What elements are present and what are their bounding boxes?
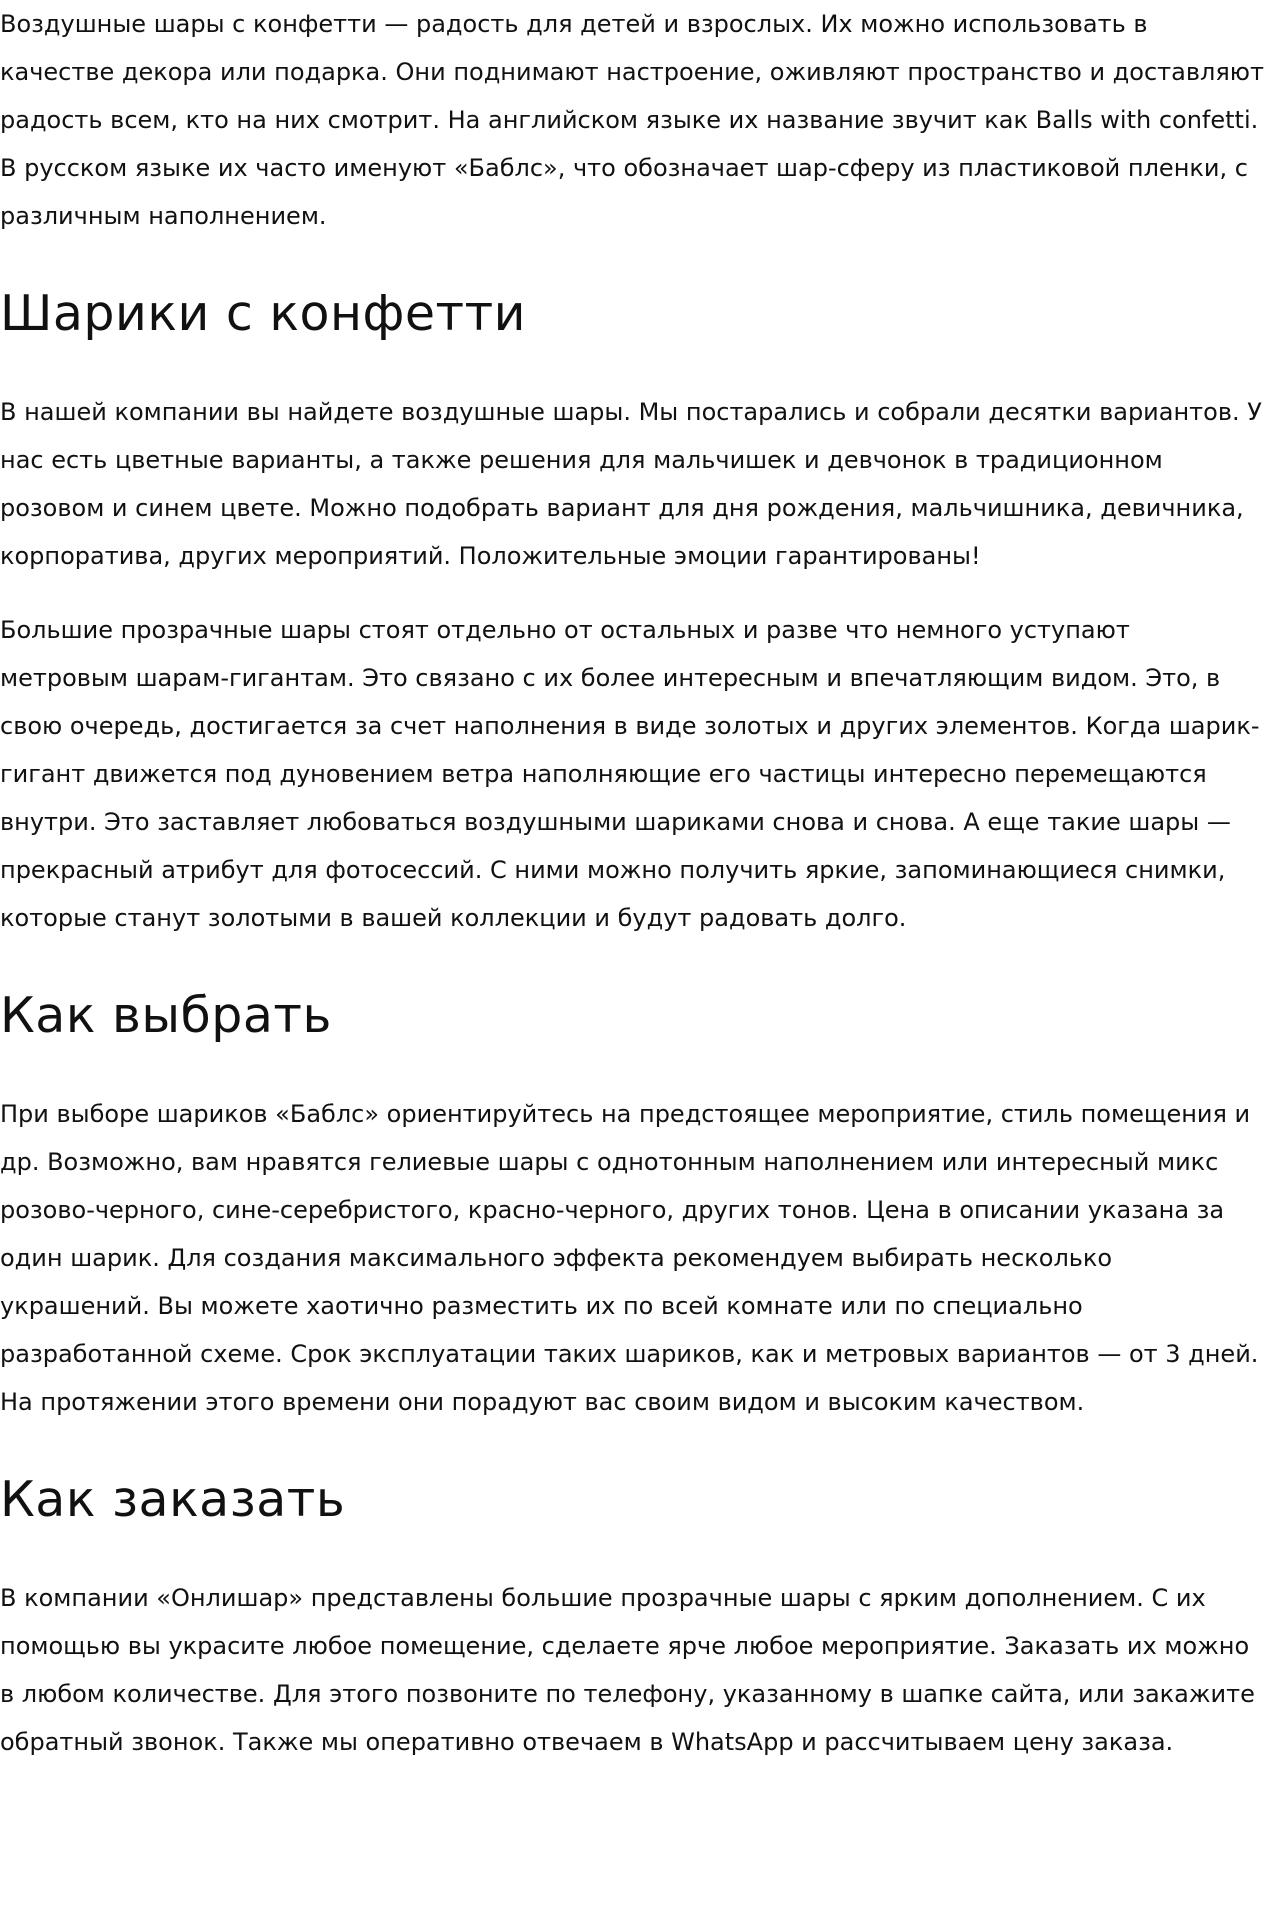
section-paragraph: Большие прозрачные шары стоят отдельно от остальных и разве что немного уступают метровым шарам-гигантам. Это связано с их более интересным и впечатляющим видом. Это, в свою очередь, достигается за счет наполнения в виде золотых и других элементов. Когда шарик-гигант движется под дуновением ветра наполняющие его частицы интересно перемещаются внутри. Это заставляет любоваться воздушными шариками снова и снова. А еще такие шары — прекрасный атрибут для фотосессий. С ними можно получить яркие, запоминающиеся снимки, которые станут золотыми в вашей коллекции и будут радовать долго. <box>0 616 1260 932</box>
section-heading-confetti-balloons: Шарики с конфетти <box>0 285 526 342</box>
intro-paragraph: Воздушные шары с конфетти — радость для детей и взрослых. Их можно использовать в качестве декора или подарка. Они поднимают настроение, оживляют пространство и доставляют радость всем, кто на них смотрит. На английском языке их название звучит как Balls with confetti. В русском языке их часто именуют «Баблс», что обозначает шар-сферу из пластиковой пленки, с различным наполнением. <box>0 10 1264 230</box>
section-heading-how-to-order: Как заказать <box>0 1471 346 1528</box>
section-heading-how-to-choose: Как выбрать <box>0 987 332 1044</box>
section-paragraph: В нашей компании вы найдете воздушные шары. Мы постарались и собрали десятки вариантов. У нас есть цветные варианты, а также решения для мальчишек и девчонок в традиционном розовом и синем цвете. Можно подобрать вариант для дня рождения, мальчишника, девичника, корпоратива, других мероприятий. Положительные эмоции гарантированы! <box>0 398 1262 570</box>
section-paragraph: В компании «Онлишар» представлены большие прозрачные шары с ярким дополнением. С их помощью вы украсите любое помещение, сделаете ярче любое мероприятие. Заказать их можно в любом количестве. Для этого позвоните по телефону, указанному в шапке сайта, или закажите обратный звонок. Также мы оперативно отвечаем в WhatsApp и рассчитываем цену заказа. <box>0 1584 1255 1756</box>
section-paragraph: При выборе шариков «Баблс» ориентируйтесь на предстоящее мероприятие, стиль помещения и др. Возможно, вам нравятся гелиевые шары с однотонным наполнением или интересный микс розово-черного, сине-серебристого, красно-черного, других тонов. Цена в описании указана за один шарик. Для создания максимального эффекта рекомендуем выбирать несколько украшений. Вы можете хаотично разместить их по всей комнате или по специально разработанной схеме. Срок эксплуатации таких шариков, как и метровых вариантов — от 3 дней. На протяжении этого времени они порадуют вас своим видом и высоким качеством. <box>0 1100 1259 1416</box>
